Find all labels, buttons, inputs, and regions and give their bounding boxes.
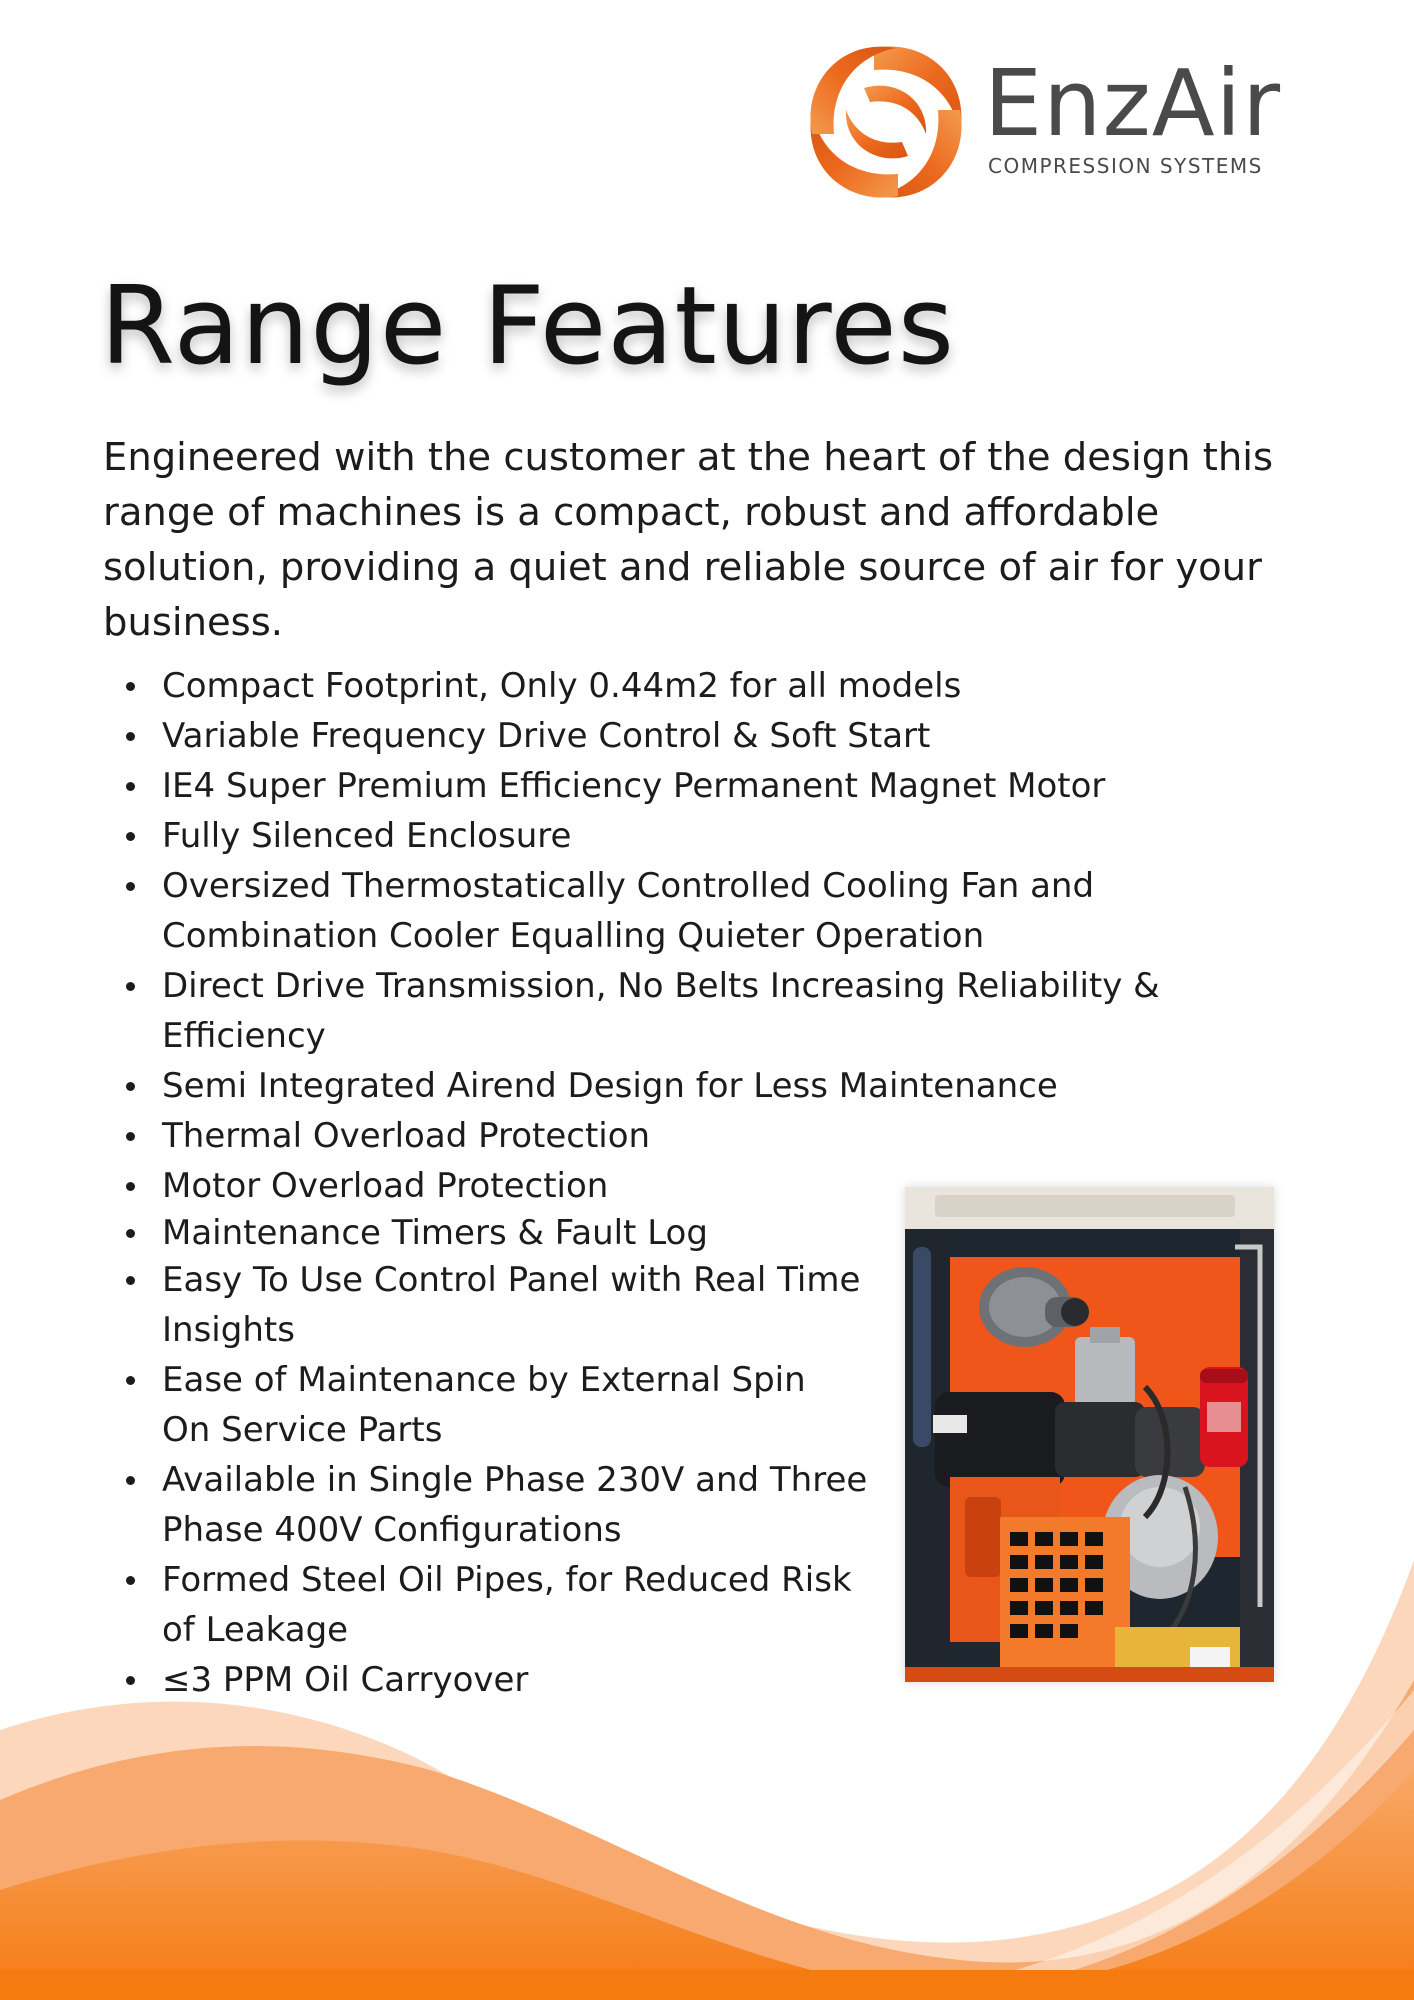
feature-item: Variable Frequency Drive Control & Soft Start [103,711,1253,761]
page-title: Range Features [100,264,956,389]
feature-line: Available in Single Phase 230V and Three [162,1460,868,1500]
feature-item: ≤3 PPM Oil Carryover [103,1655,1253,1705]
logo-wordmark: EnzAir [984,50,1282,157]
swirl-logo-icon [806,36,966,208]
feature-line: Insights [162,1310,295,1350]
feature-item: Thermal Overload Protection [103,1111,1253,1161]
decorative-wave [0,1440,1414,2000]
feature-line: Ease of Maintenance by External Spin [162,1360,806,1400]
feature-item: IE4 Super Premium Efficiency Permanent Magnet Motor [103,761,1253,811]
feature-item: Compact Footprint, Only 0.44m2 for all models [103,661,1253,711]
feature-line: of Leakage [162,1610,349,1650]
feature-item [103,861,1253,961]
feature-line: Oversized Thermostatically Controlled Cooling Fan and [162,866,1095,906]
logo-tagline: COMPRESSION SYSTEMS [988,154,1263,178]
feature-item: Motor Overload Protection [103,1161,1253,1211]
feature-item: Maintenance Timers & Fault Log [103,1211,1253,1255]
feature-item: Semi Integrated Airend Design for Less Maintenance [103,1061,1253,1111]
feature-item: Fully Silenced Enclosure [103,811,1253,861]
feature-line: On Service Parts [162,1410,443,1450]
feature-line: Efficiency [162,1016,326,1056]
company-logo [806,36,1366,208]
feature-line: Easy To Use Control Panel with Real Time [162,1260,861,1300]
intro-paragraph: Engineered with the customer at the heart of the design this range of machines is a compact, robust and affordable solution, providing a quiet and reliable source of air for your business. [103,435,1274,645]
feature-line: Direct Drive Transmission, No Belts Increasing Reliability & [162,966,1160,1006]
feature-item [103,961,1253,1061]
feature-line: Formed Steel Oil Pipes, for Reduced Risk [162,1560,852,1600]
feature-line: Combination Cooler Equalling Quieter Operation [162,916,985,956]
feature-line: Phase 400V Configurations [162,1510,622,1550]
